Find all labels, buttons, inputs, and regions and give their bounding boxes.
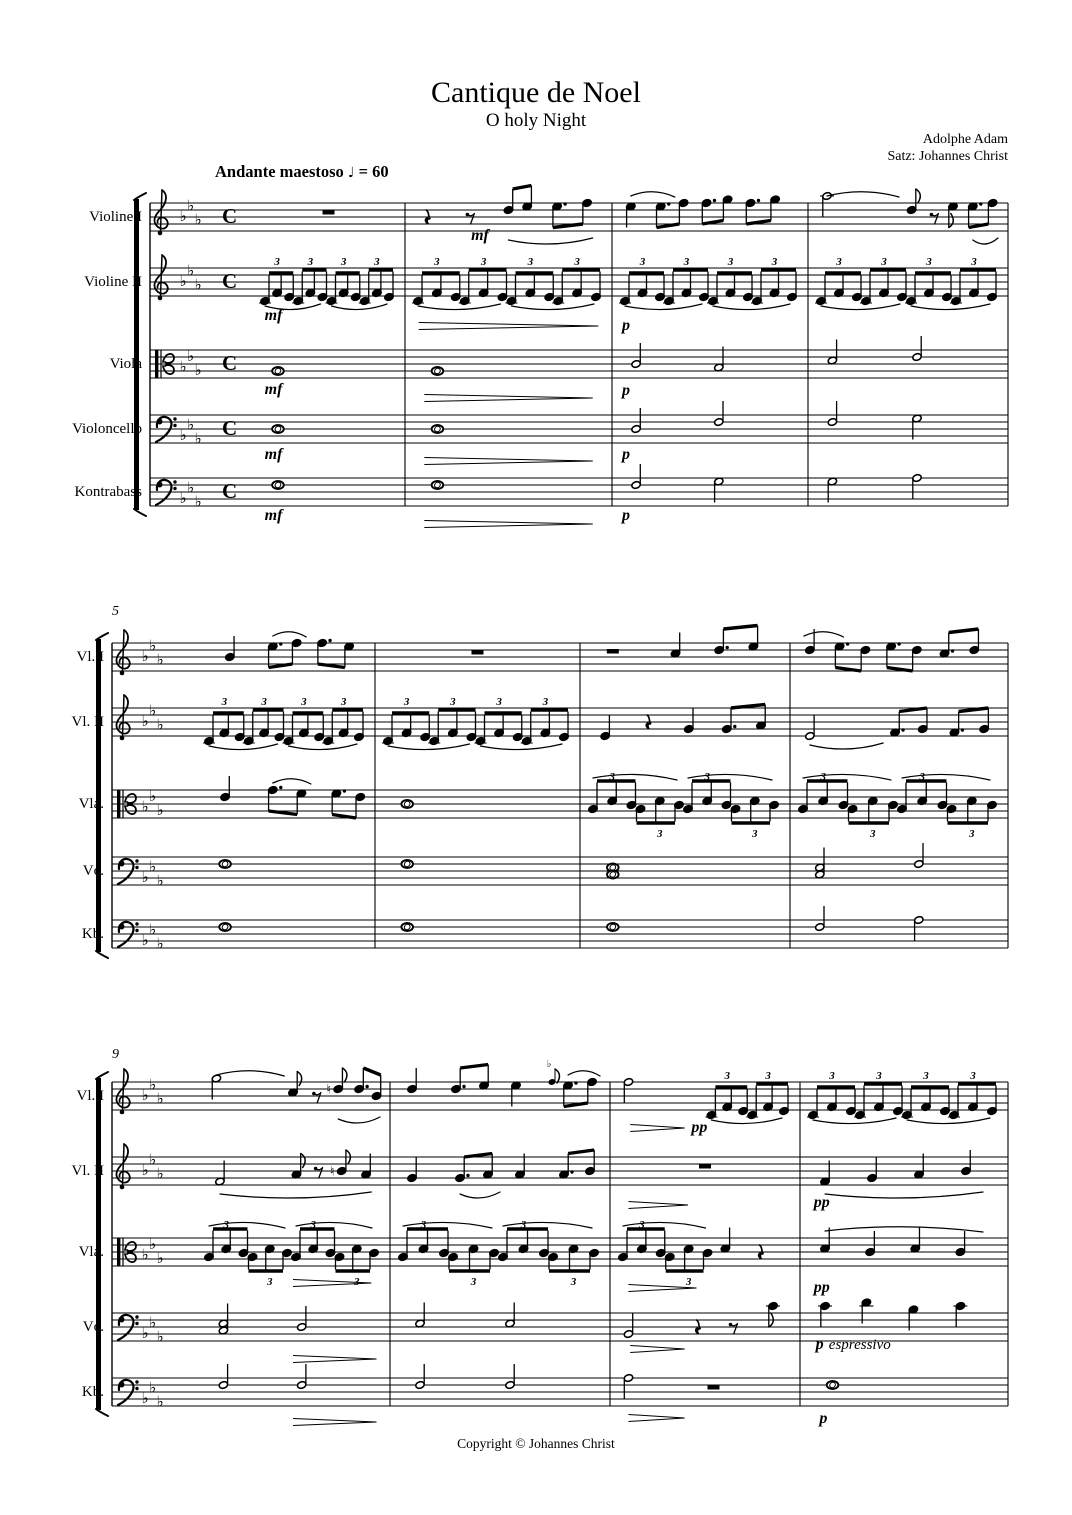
svg-text:3: 3 [221,696,228,708]
svg-text:3: 3 [752,828,758,840]
staff-label-vl2-sys2: Vl. II [71,714,104,730]
svg-text:♭: ♭ [141,931,149,949]
svg-text:pp: pp [813,1279,830,1296]
svg-text:♭: ♭ [179,489,187,507]
svg-text:mf: mf [264,307,283,324]
quarter-note-icon: ♩ [347,165,355,181]
svg-text:3: 3 [420,1219,427,1231]
svg-text:♭: ♭ [141,1245,149,1264]
svg-text:3: 3 [520,1219,527,1231]
svg-text:3: 3 [639,256,646,268]
svg-text:♭: ♭ [186,261,195,280]
staff-label-viola: Viola [109,356,142,372]
svg-text:mf: mf [264,446,283,463]
svg-text:♭: ♭ [141,1161,149,1179]
svg-text:♭: ♭ [148,636,157,655]
svg-text:pp: pp [813,1194,830,1211]
svg-text:3: 3 [527,256,534,268]
svg-text:3: 3 [971,256,977,268]
svg-text:C: C [222,204,238,228]
svg-text:p: p [622,382,630,399]
tempo-marking [215,162,389,182]
svg-text:3: 3 [267,1276,273,1288]
svg-text:♭: ♭ [179,272,187,290]
svg-text:3: 3 [450,696,456,708]
svg-text:3: 3 [470,1276,477,1288]
svg-text:♭: ♭ [148,787,157,805]
svg-text:3: 3 [836,256,842,268]
svg-text:3: 3 [727,256,734,268]
svg-text:♭: ♭ [156,871,164,890]
svg-text:♭: ♭ [546,1059,552,1070]
svg-text:♭: ♭ [148,857,157,876]
svg-text:♭: ♭ [194,210,202,229]
svg-text:3: 3 [923,1070,929,1082]
svg-text:3: 3 [685,1276,692,1288]
svg-text:♭: ♭ [148,1150,157,1169]
svg-text:♭: ♭ [179,426,187,444]
svg-text:♭: ♭ [141,1324,149,1342]
svg-text:3: 3 [274,256,280,268]
svg-text:C: C [222,416,238,440]
svg-text:♮: ♮ [329,1164,335,1180]
svg-text:3: 3 [403,696,410,708]
svg-text:3: 3 [870,828,876,840]
svg-text:♮: ♮ [326,1082,332,1098]
svg-text:mf: mf [264,507,283,524]
svg-text:3: 3 [970,1070,976,1082]
svg-text:♭: ♭ [141,1086,149,1104]
page-title: Cantique de Noel [431,76,641,109]
arranger-name: Satz: Johannes Christ [887,149,1008,164]
svg-text:♭: ♭ [156,1089,164,1108]
svg-text:mf: mf [264,381,283,398]
staff-label-kontrabass: Kontrabass [74,484,142,500]
svg-text:3: 3 [704,771,710,783]
tempo-value: = 60 [358,162,389,181]
svg-text:pp: pp [691,1119,708,1136]
svg-text:♭: ♭ [156,1327,164,1346]
svg-text:3: 3 [876,1070,882,1082]
copyright-footer: Copyright © Johannes Christ [457,1436,615,1451]
svg-text:p: p [819,1410,828,1427]
svg-text:3: 3 [223,1219,229,1231]
svg-text:♭: ♭ [156,1164,164,1183]
svg-text:3: 3 [969,828,975,840]
svg-text:3: 3 [374,256,380,268]
svg-text:3: 3 [480,256,487,268]
staff-label-vl1-sys3: Vl. I [76,1088,104,1104]
tempo-text: Andante maestoso [215,162,344,181]
svg-text:p: p [622,317,630,334]
svg-text:p: p [622,446,630,463]
svg-text:3: 3 [881,256,887,268]
staff-label-vla-sys2: Vla. [78,796,104,812]
staff-label-vla-sys3: Vla. [78,1244,104,1260]
svg-text:♭: ♭ [141,868,149,886]
svg-text:3: 3 [829,1070,835,1082]
svg-text:3: 3 [301,696,307,708]
svg-text:3: 3 [683,256,690,268]
page-subtitle: O holy Night [485,110,587,131]
svg-text:♭: ♭ [186,478,195,497]
staff-label-violine-2: Violine II [84,274,142,290]
svg-text:♭: ♭ [156,650,164,669]
svg-text:mf: mf [471,227,489,244]
svg-text:♭: ♭ [156,934,164,953]
svg-text:3: 3 [340,696,347,708]
svg-text:♭: ♭ [148,1378,157,1397]
svg-text:3: 3 [919,771,925,783]
staff-label-vl2-sys3: Vl. II [71,1163,104,1179]
composer-name: Adolphe Adam [922,132,1008,147]
svg-text:3: 3 [926,256,932,268]
svg-text:♭: ♭ [148,1075,157,1094]
svg-text:3: 3 [261,696,267,708]
svg-text:♭: ♭ [179,357,187,376]
staff-label-violine-1: Violine I [89,209,142,225]
svg-text:♭: ♭ [186,347,195,365]
svg-text:espressivo: espressivo [828,1337,891,1353]
svg-text:p: p [622,507,630,524]
svg-text:♭: ♭ [141,647,149,665]
svg-text:3: 3 [434,256,440,268]
svg-text:♭: ♭ [186,415,195,434]
measure-number-9: 9 [112,1047,119,1062]
svg-text:3: 3 [820,771,826,783]
svg-text:♭: ♭ [141,712,149,730]
svg-text:3: 3 [771,256,778,268]
staff-label-vl1-sys2: Vl. I [76,649,104,665]
staff-label-vc-sys3: Vc. [82,1319,104,1335]
svg-text:3: 3 [570,1276,577,1288]
svg-text:♭: ♭ [148,920,157,939]
svg-text:♭: ♭ [194,275,202,294]
svg-text:♭: ♭ [148,1235,157,1253]
staff-label-violoncello: Violoncello [72,421,142,437]
svg-text:♭: ♭ [141,1389,149,1407]
svg-text:3: 3 [307,256,314,268]
staff-label-kb-sys2: Kb. [81,926,104,942]
svg-text:3: 3 [340,256,347,268]
staff-label-vc-sys2: Vc. [82,863,104,879]
svg-text:♭: ♭ [156,1392,164,1411]
svg-text:p: p [815,1336,824,1353]
svg-text:C: C [222,269,238,293]
svg-text:C: C [222,479,238,503]
svg-text:♭: ♭ [141,797,149,816]
svg-text:♭: ♭ [194,361,202,379]
svg-text:3: 3 [609,771,615,783]
measure-number-5: 5 [112,604,119,619]
staff-label-kb-sys3: Kb. [81,1384,104,1400]
svg-text:♭: ♭ [148,701,157,720]
svg-text:3: 3 [724,1070,731,1082]
svg-text:♭: ♭ [148,1313,157,1332]
svg-text:3: 3 [542,696,549,708]
svg-text:♭: ♭ [179,207,187,225]
svg-text:3: 3 [496,696,502,708]
svg-text:♭: ♭ [156,801,164,819]
svg-text:♭: ♭ [156,1249,164,1267]
credits-block [887,131,1008,165]
svg-text:3: 3 [765,1070,771,1082]
svg-text:C: C [222,351,238,375]
svg-text:3: 3 [310,1219,316,1231]
svg-text:♭: ♭ [186,196,195,215]
svg-text:3: 3 [639,1219,645,1231]
svg-text:♭: ♭ [156,715,164,734]
svg-text:♭: ♭ [194,492,202,511]
svg-text:3: 3 [657,828,663,840]
svg-text:3: 3 [574,256,580,268]
svg-text:♭: ♭ [194,429,202,448]
